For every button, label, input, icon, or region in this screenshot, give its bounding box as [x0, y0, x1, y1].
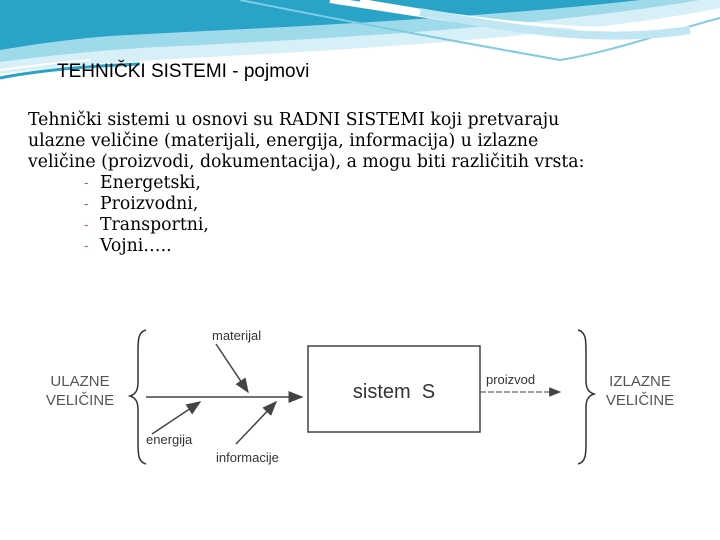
energy-arrow [152, 402, 200, 434]
bullet-dash: - [84, 197, 89, 212]
list-item-text: Proizvodni, [100, 194, 199, 214]
product-label: proizvod [486, 372, 536, 387]
bullet-dash: - [84, 176, 89, 191]
list-item-text: Vojni….. [100, 236, 172, 256]
list-item-text: Energetski, [100, 173, 201, 193]
list-item [28, 194, 698, 215]
list-item-text: Transportni, [100, 215, 209, 235]
inputs-label: ULAZNE [50, 373, 110, 390]
right-brace [578, 330, 594, 464]
slide-title: TEHNIČKI SISTEMI - pojmovi [57, 61, 310, 82]
left-brace [130, 330, 146, 464]
bullet-dash: - [84, 218, 89, 233]
intro-line: ulazne veličine (materijali, energija, informacija) u izlazne [28, 131, 539, 151]
system-label: sistem S [352, 381, 436, 403]
intro-line: Tehnički sistemi u osnovi su RADNI SISTEMI koji pretvaraju [28, 110, 560, 130]
system-types-list [28, 173, 698, 257]
bullet-dash: - [84, 239, 89, 254]
information-arrow [236, 402, 276, 444]
outputs-label: VELIČINE [605, 392, 675, 409]
information-label: informacije [216, 450, 279, 465]
body-text [28, 110, 698, 257]
energy-label: energija [146, 432, 193, 447]
list-item [28, 173, 698, 194]
material-arrow [216, 344, 248, 392]
inputs-label: VELIČINE [45, 392, 115, 409]
material-label: materijal [212, 328, 262, 343]
intro-line: veličine (proizvodi, dokumentacija), a mogu biti različitih vrsta: [28, 152, 585, 172]
system-diagram [40, 322, 680, 472]
list-item [28, 236, 698, 257]
outputs-label: IZLAZNE [609, 373, 671, 390]
list-item [28, 215, 698, 236]
